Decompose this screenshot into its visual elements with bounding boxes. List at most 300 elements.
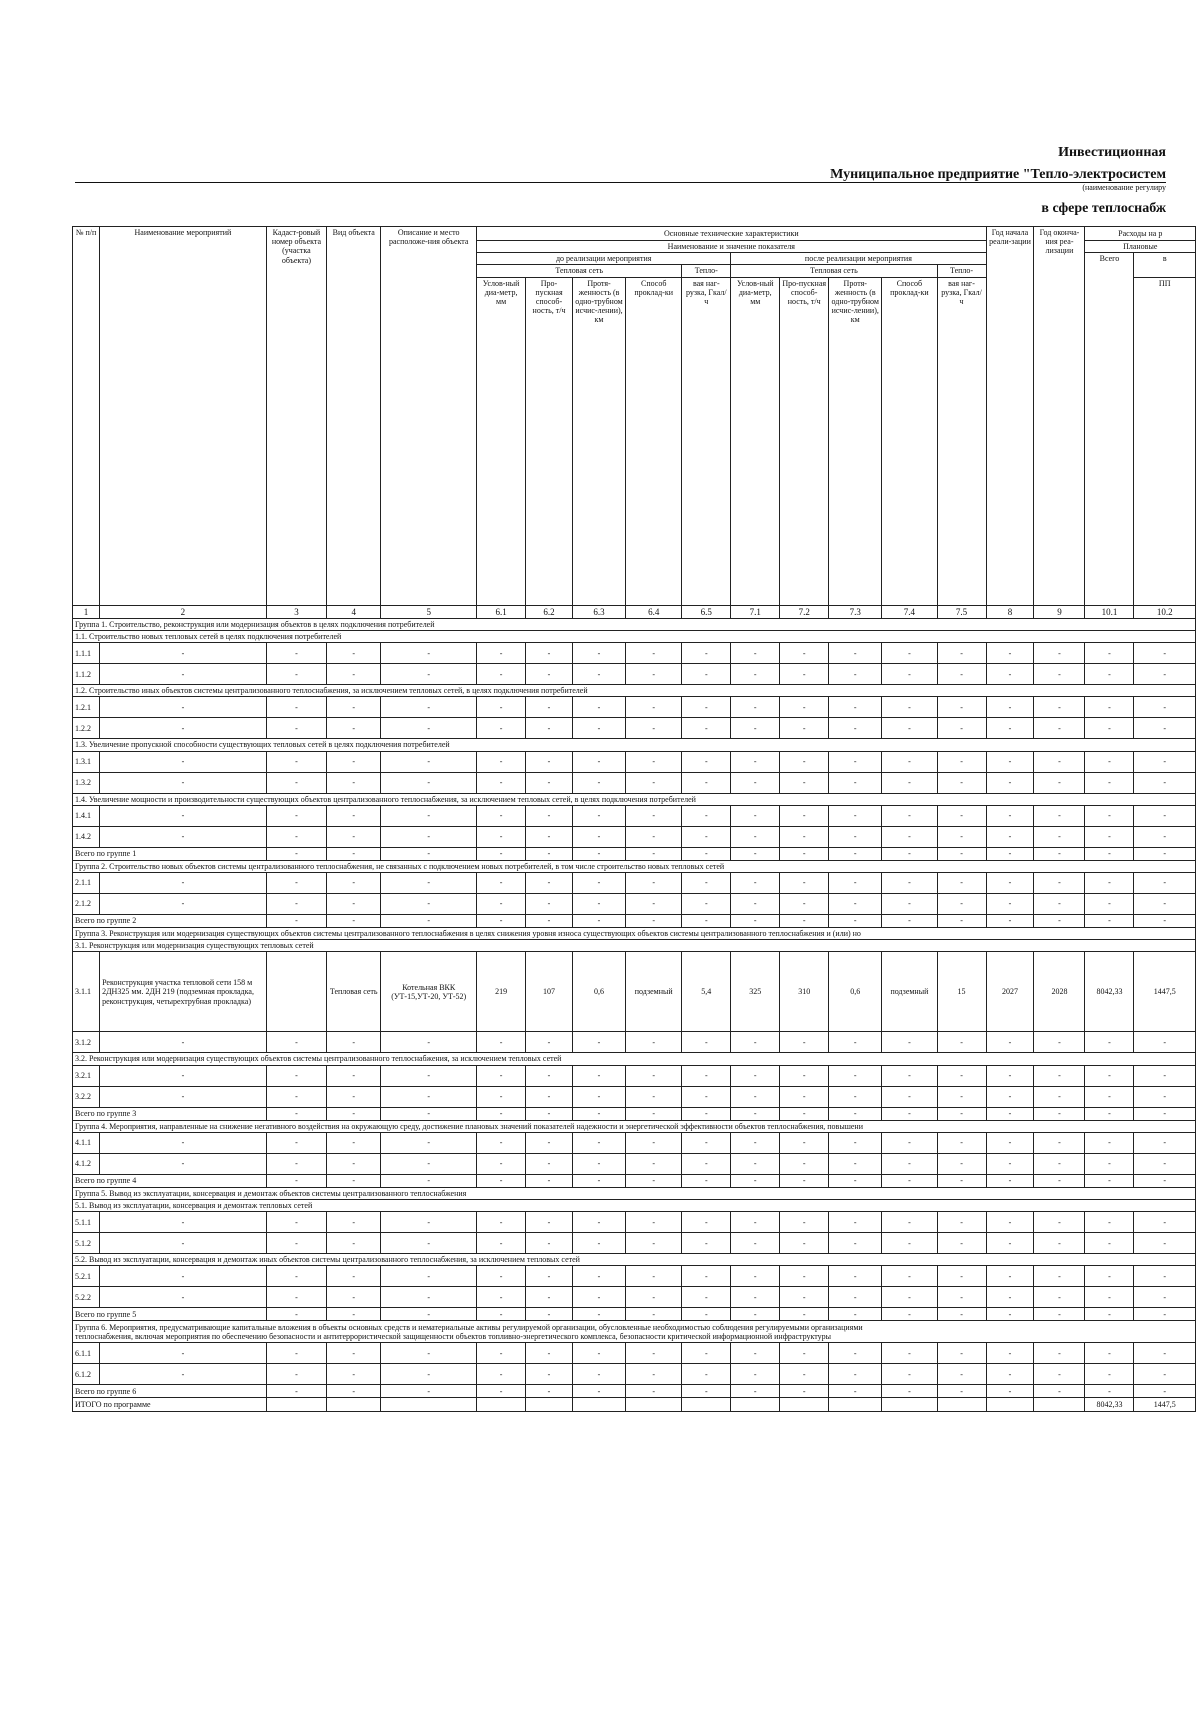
cell-value: - xyxy=(266,643,326,664)
row-number: 1.2.2 xyxy=(73,718,100,739)
cell-value: - xyxy=(731,826,780,847)
cell-value: - xyxy=(780,1065,829,1086)
group-total-row xyxy=(73,1174,1196,1187)
cell-value: - xyxy=(780,873,829,894)
cell-value: - xyxy=(937,847,986,860)
cell-value: - xyxy=(937,826,986,847)
cell-value: - xyxy=(1134,1086,1196,1107)
cell-value: - xyxy=(882,1032,937,1053)
cell-value: - xyxy=(937,1308,986,1321)
cell-value: - xyxy=(882,1364,937,1385)
section-heading-row xyxy=(73,631,1196,643)
col-header-capacity-after: Про-пускная способ-ность, т/ч xyxy=(780,277,829,605)
cell-value: 2027 xyxy=(986,952,1034,1032)
cell-value: - xyxy=(381,1364,477,1385)
cell-value: - xyxy=(731,1153,780,1174)
cell-value: 8042,33 xyxy=(1085,1398,1134,1412)
cell-value: - xyxy=(1134,915,1196,928)
cell-value: - xyxy=(526,1065,573,1086)
cell-value: - xyxy=(882,718,937,739)
cell-value: - xyxy=(829,826,882,847)
cell-value: - xyxy=(780,664,829,685)
cell-value: - xyxy=(731,718,780,739)
cell-value: - xyxy=(1134,643,1196,664)
cell-value: - xyxy=(731,894,780,915)
cell-value: - xyxy=(626,1086,682,1107)
cell-value: - xyxy=(327,1364,381,1385)
cell-value: - xyxy=(682,1364,731,1385)
cell-value: - xyxy=(266,751,326,772)
col-header-length-after: Протя-женность (в одно-трубном исчис-лении), км xyxy=(829,277,882,605)
table-row xyxy=(73,1086,1196,1107)
cell-value: - xyxy=(1134,847,1196,860)
section-heading: Группа 1. Строительство, реконструкция или модернизация объектов в целях подключения потребителей xyxy=(73,618,1196,630)
cell-value: - xyxy=(572,1364,625,1385)
cell-value: - xyxy=(100,805,267,826)
cell-value: - xyxy=(526,664,573,685)
cell-value: - xyxy=(682,1266,731,1287)
cell-value: - xyxy=(477,1086,526,1107)
column-number: 1 xyxy=(73,605,100,618)
cell-value: - xyxy=(937,805,986,826)
cell-value: - xyxy=(526,1153,573,1174)
cell-value: - xyxy=(882,915,937,928)
cell-value: - xyxy=(1085,1343,1134,1364)
cell-value: - xyxy=(526,1266,573,1287)
cell-value: - xyxy=(526,772,573,793)
table-row xyxy=(73,1364,1196,1385)
row-number: 4.1.1 xyxy=(73,1132,100,1153)
cell-value: - xyxy=(986,772,1034,793)
cell-value: - xyxy=(986,1287,1034,1308)
cell-value: - xyxy=(526,1086,573,1107)
section-heading: Группа 4. Мероприятия, направленные на снижение негативного воздействия на окружающую среду, достижение плановых значений показателей надежности и энергетической эффективности объектов теплоснабжения, повышени xyxy=(73,1120,1196,1132)
cell-value: - xyxy=(882,805,937,826)
cell-value: - xyxy=(381,1287,477,1308)
cell-value: - xyxy=(937,1107,986,1120)
section-heading-row xyxy=(73,928,1196,940)
cell-value: - xyxy=(381,1065,477,1086)
cell-value: - xyxy=(572,772,625,793)
cell-value: - xyxy=(1034,1233,1085,1254)
cell-value: - xyxy=(526,894,573,915)
cell-value: - xyxy=(731,915,780,928)
cell-value: - xyxy=(1034,1212,1085,1233)
cell-value: - xyxy=(780,718,829,739)
cell-value: - xyxy=(986,718,1034,739)
cell-value: - xyxy=(327,1153,381,1174)
row-number: 1.2.1 xyxy=(73,697,100,718)
cell-value: - xyxy=(327,1032,381,1053)
cell-value: - xyxy=(1034,1266,1085,1287)
cell-value xyxy=(526,1398,573,1412)
cell-value: - xyxy=(1034,1364,1085,1385)
cell-value: - xyxy=(829,1032,882,1053)
cell-value: - xyxy=(526,805,573,826)
cell-value: - xyxy=(572,697,625,718)
cell-value: - xyxy=(381,1153,477,1174)
cell-value: - xyxy=(1034,847,1085,860)
col-header-before: до реализации мероприятия xyxy=(477,253,731,265)
column-number: 3 xyxy=(266,605,326,618)
cell-value: - xyxy=(572,718,625,739)
cell-value: - xyxy=(327,1065,381,1086)
cell-value: - xyxy=(1134,1385,1196,1398)
cell-value: - xyxy=(731,1174,780,1187)
section-heading: 3.1. Реконструкция или модернизация существующих тепловых сетей xyxy=(73,940,1196,952)
col-header-total: Всего xyxy=(1085,253,1134,605)
cell-value: - xyxy=(100,1153,267,1174)
table-row xyxy=(73,1343,1196,1364)
cell-value: - xyxy=(526,1174,573,1187)
cell-value: - xyxy=(266,1364,326,1385)
cell-value: - xyxy=(986,697,1034,718)
cell-value: - xyxy=(381,826,477,847)
cell-value: - xyxy=(381,1032,477,1053)
column-number: 5 xyxy=(381,605,477,618)
cell-value: - xyxy=(626,873,682,894)
table-row xyxy=(73,805,1196,826)
column-number: 6.4 xyxy=(626,605,682,618)
cell-value: - xyxy=(1034,894,1085,915)
cell-value: - xyxy=(572,1086,625,1107)
cell-value: - xyxy=(381,1308,477,1321)
total-label: Всего по группе 6 xyxy=(73,1385,267,1398)
cell-value: - xyxy=(1034,826,1085,847)
total-label: Всего по группе 3 xyxy=(73,1107,267,1120)
cell-value: - xyxy=(1085,1266,1134,1287)
cell-value: 107 xyxy=(526,952,573,1032)
cell-value: - xyxy=(266,1343,326,1364)
row-number: 6.1.2 xyxy=(73,1364,100,1385)
section-heading-row xyxy=(73,793,1196,805)
row-number: 5.2.2 xyxy=(73,1287,100,1308)
cell-value: - xyxy=(1134,1308,1196,1321)
cell-value: - xyxy=(682,1212,731,1233)
table-row xyxy=(73,772,1196,793)
cell-value: - xyxy=(731,697,780,718)
cell-value: - xyxy=(572,805,625,826)
cell-value: - xyxy=(327,1107,381,1120)
cell-value: - xyxy=(1085,1065,1134,1086)
cell-value: - xyxy=(1085,1032,1134,1053)
cell-value: - xyxy=(780,1308,829,1321)
section-heading-row xyxy=(73,1321,1196,1343)
cell-value xyxy=(381,1398,477,1412)
cell-value: - xyxy=(100,1086,267,1107)
object-description: Котельная ВКК (УТ-15,УТ-20, УТ-52) xyxy=(381,952,477,1032)
cell-value: - xyxy=(327,697,381,718)
col-header-load-before: вая наг-рузка, Гкал/ч xyxy=(682,277,731,605)
column-number: 6.2 xyxy=(526,605,573,618)
table-row xyxy=(73,1153,1196,1174)
cell-value: - xyxy=(780,915,829,928)
cell-value: - xyxy=(937,1174,986,1187)
cell-value: - xyxy=(477,1107,526,1120)
section-heading-row xyxy=(73,1254,1196,1266)
cell-value: - xyxy=(327,751,381,772)
cell-value: - xyxy=(100,1364,267,1385)
cell-value: - xyxy=(882,1343,937,1364)
cell-value: - xyxy=(986,1266,1034,1287)
cell-value: - xyxy=(477,1287,526,1308)
cell-value: - xyxy=(100,1212,267,1233)
cell-value: - xyxy=(572,1308,625,1321)
cell-value: - xyxy=(626,751,682,772)
cell-value: - xyxy=(477,772,526,793)
cell-value: - xyxy=(572,847,625,860)
total-label: Всего по группе 5 xyxy=(73,1308,267,1321)
cell-value: - xyxy=(780,1153,829,1174)
cell-value: - xyxy=(1034,1132,1085,1153)
group-total-row xyxy=(73,915,1196,928)
cell-value: - xyxy=(682,1032,731,1053)
cell-value: - xyxy=(937,1287,986,1308)
cell-value: - xyxy=(266,718,326,739)
cell-value: - xyxy=(477,1153,526,1174)
cell-value: - xyxy=(526,1032,573,1053)
cell-value: - xyxy=(1134,1343,1196,1364)
cell-value: - xyxy=(626,1364,682,1385)
cell-value: - xyxy=(986,847,1034,860)
column-number: 7.3 xyxy=(829,605,882,618)
cell-value: - xyxy=(682,805,731,826)
cell-value: 15 xyxy=(937,952,986,1032)
cell-value: - xyxy=(1085,1212,1134,1233)
cell-value: 0,6 xyxy=(572,952,625,1032)
cell-value: - xyxy=(266,1385,326,1398)
cell-value: - xyxy=(1034,697,1085,718)
cell-value: - xyxy=(1134,1266,1196,1287)
cell-value: - xyxy=(937,643,986,664)
cell-value: - xyxy=(327,1385,381,1398)
column-number: 6.1 xyxy=(477,605,526,618)
col-header-year-end: Год оконча-ния реа-лизации xyxy=(1034,227,1085,606)
cell-value: - xyxy=(327,718,381,739)
cell-value: - xyxy=(882,1212,937,1233)
table-row xyxy=(73,697,1196,718)
cell-value: - xyxy=(986,826,1034,847)
cell-value: - xyxy=(526,847,573,860)
section-heading: 1.2. Строительство иных объектов системы централизованного теплоснабжения, за исключением тепловых сетей, в целях подключения потребителей xyxy=(73,685,1196,697)
cell-value: - xyxy=(1034,1308,1085,1321)
col-header-length-before: Протя-женность (в одно-трубном исчис-лении), км xyxy=(572,277,625,605)
table-row xyxy=(73,1233,1196,1254)
cell-value: - xyxy=(937,1032,986,1053)
cell-value: - xyxy=(100,664,267,685)
cell-value: - xyxy=(1134,718,1196,739)
cell-value: - xyxy=(477,1132,526,1153)
cell-value: - xyxy=(882,1107,937,1120)
cell-value: - xyxy=(381,1233,477,1254)
cell-value: - xyxy=(100,873,267,894)
col-header-name: Наименование мероприятий xyxy=(100,227,267,606)
cell-value: - xyxy=(780,826,829,847)
cell-value: - xyxy=(477,1266,526,1287)
cell-value: - xyxy=(266,847,326,860)
cell-value: - xyxy=(780,805,829,826)
cell-value: - xyxy=(477,915,526,928)
cell-value: - xyxy=(266,1107,326,1120)
cell-value: - xyxy=(626,1107,682,1120)
cell-value: - xyxy=(731,751,780,772)
cell-value: - xyxy=(937,751,986,772)
table-row xyxy=(73,718,1196,739)
cell-value: - xyxy=(526,1385,573,1398)
cell-value xyxy=(682,1398,731,1412)
cell-value: - xyxy=(829,664,882,685)
cell-value: - xyxy=(937,873,986,894)
cell-value: - xyxy=(572,664,625,685)
cell-value: - xyxy=(526,751,573,772)
cell-value: 5,4 xyxy=(682,952,731,1032)
cell-value: - xyxy=(1034,751,1085,772)
section-heading-row xyxy=(73,1053,1196,1065)
col-header-laying-after: Способ проклад-ки xyxy=(882,277,937,605)
cell-value: - xyxy=(986,1032,1034,1053)
cell-value: - xyxy=(1085,1086,1134,1107)
cell-value: - xyxy=(986,1308,1034,1321)
cell-value: - xyxy=(327,664,381,685)
cell-value: - xyxy=(572,1343,625,1364)
cell-value: - xyxy=(477,1385,526,1398)
cell-value: подземный xyxy=(626,952,682,1032)
col-header-net-before: Тепловая сеть xyxy=(477,265,682,277)
cell-value: - xyxy=(1034,1153,1085,1174)
cell-value: - xyxy=(1085,1308,1134,1321)
col-header-load-after: вая наг-рузка, Гкал/ч xyxy=(937,277,986,605)
cell-value: - xyxy=(829,894,882,915)
row-number: 5.1.2 xyxy=(73,1233,100,1254)
row-number: 5.1.1 xyxy=(73,1212,100,1233)
cell-value xyxy=(780,1398,829,1412)
cell-value: - xyxy=(986,1212,1034,1233)
cell-value: - xyxy=(626,643,682,664)
cell-value: - xyxy=(526,1308,573,1321)
cell-value: - xyxy=(829,1086,882,1107)
cell-value: - xyxy=(882,664,937,685)
cell-value: - xyxy=(986,894,1034,915)
col-header-load-before-a: Тепло- xyxy=(682,265,731,277)
cell-value: - xyxy=(986,1065,1034,1086)
cell-value: - xyxy=(682,1343,731,1364)
cell-value: - xyxy=(731,1266,780,1287)
section-heading-line: теплоснабжения, включая мероприятия по обеспечению безопасности и антитеррористической защищенности объектов топливно-энергетического комплекса, безопасности критической информационной инфраструктуры xyxy=(75,1331,832,1341)
row-number: 1.4.1 xyxy=(73,805,100,826)
cell-value: - xyxy=(477,1174,526,1187)
cell-value: - xyxy=(731,1107,780,1120)
cell-value: - xyxy=(266,915,326,928)
cell-value: - xyxy=(100,1065,267,1086)
cell-value xyxy=(477,1398,526,1412)
cell-value: - xyxy=(1085,664,1134,685)
col-header-year-start: Год начала реали-зации xyxy=(986,227,1034,606)
cell-value: - xyxy=(780,643,829,664)
cell-value: - xyxy=(477,697,526,718)
cell-value: - xyxy=(682,1086,731,1107)
cell-value: - xyxy=(526,873,573,894)
cell-value: - xyxy=(937,1385,986,1398)
cell-value: - xyxy=(1085,697,1134,718)
cell-value: - xyxy=(1134,1287,1196,1308)
cell-value: - xyxy=(572,1266,625,1287)
cell-value: - xyxy=(829,1065,882,1086)
program-title: Инвестиционная xyxy=(1058,145,1166,160)
cell-value: - xyxy=(829,1308,882,1321)
col-header-laying-before: Способ проклад-ки xyxy=(626,277,682,605)
cell-value: - xyxy=(682,1065,731,1086)
cell-value: - xyxy=(327,1132,381,1153)
row-number: 5.2.1 xyxy=(73,1266,100,1287)
cell-value: - xyxy=(626,805,682,826)
cell-value: - xyxy=(780,751,829,772)
cell-value: - xyxy=(526,1132,573,1153)
total-label: Всего по группе 1 xyxy=(73,847,267,860)
row-number: 3.1.2 xyxy=(73,1032,100,1053)
table-row xyxy=(73,952,1196,1032)
col-header-diam-before: Услов-ный диа-метр, мм xyxy=(477,277,526,605)
cell-value: - xyxy=(882,1086,937,1107)
cell-value: - xyxy=(731,1287,780,1308)
table-row xyxy=(73,1032,1196,1053)
cell-value: - xyxy=(327,873,381,894)
cell-value xyxy=(731,1398,780,1412)
cell-value: - xyxy=(829,1287,882,1308)
cell-value: - xyxy=(477,1308,526,1321)
cell-value: подземный xyxy=(882,952,937,1032)
cell-value: - xyxy=(572,1153,625,1174)
cell-value: - xyxy=(937,718,986,739)
cell-value: - xyxy=(1034,1174,1085,1187)
cell-value: - xyxy=(986,1385,1034,1398)
cell-value: - xyxy=(477,1032,526,1053)
cell-value: - xyxy=(626,1308,682,1321)
section-heading-row xyxy=(73,618,1196,630)
cell-value: - xyxy=(682,1233,731,1254)
cell-value: - xyxy=(572,826,625,847)
cell-value: - xyxy=(626,1032,682,1053)
total-label: ИТОГО по программе xyxy=(73,1398,267,1412)
cell-value: - xyxy=(882,1065,937,1086)
cell-value: - xyxy=(626,697,682,718)
cell-value: - xyxy=(572,1032,625,1053)
cell-value: - xyxy=(381,664,477,685)
column-number: 7.1 xyxy=(731,605,780,618)
cell-value: - xyxy=(682,1287,731,1308)
cell-value: - xyxy=(731,847,780,860)
cell-value: - xyxy=(731,664,780,685)
cell-value: - xyxy=(829,1153,882,1174)
cell-value: - xyxy=(1034,1287,1085,1308)
cell-value: - xyxy=(829,1364,882,1385)
cell-value: - xyxy=(477,664,526,685)
table-row xyxy=(73,826,1196,847)
cell-value: - xyxy=(526,915,573,928)
cell-value: - xyxy=(829,718,882,739)
cell-value: - xyxy=(327,772,381,793)
section-heading-line: Группа 6. Мероприятия, предусматривающие капитальные вложения в объекты основных средств и нематериальные активы регулируемой организации, обусловленные необходимостью соблюдения регулируемыми организациями xyxy=(75,1322,863,1332)
cell-value: - xyxy=(1085,718,1134,739)
cell-value: - xyxy=(381,847,477,860)
section-heading: 3.2. Реконструкция или модернизация существующих объектов системы централизованного теплоснабжения, за исключением тепловых сетей xyxy=(73,1053,1196,1065)
column-number: 7.5 xyxy=(937,605,986,618)
cell-value: - xyxy=(1034,805,1085,826)
cell-value: - xyxy=(780,1032,829,1053)
cell-value xyxy=(626,1398,682,1412)
cell-value: - xyxy=(1134,894,1196,915)
cell-value: - xyxy=(1034,1385,1085,1398)
cell-value: - xyxy=(1134,1233,1196,1254)
